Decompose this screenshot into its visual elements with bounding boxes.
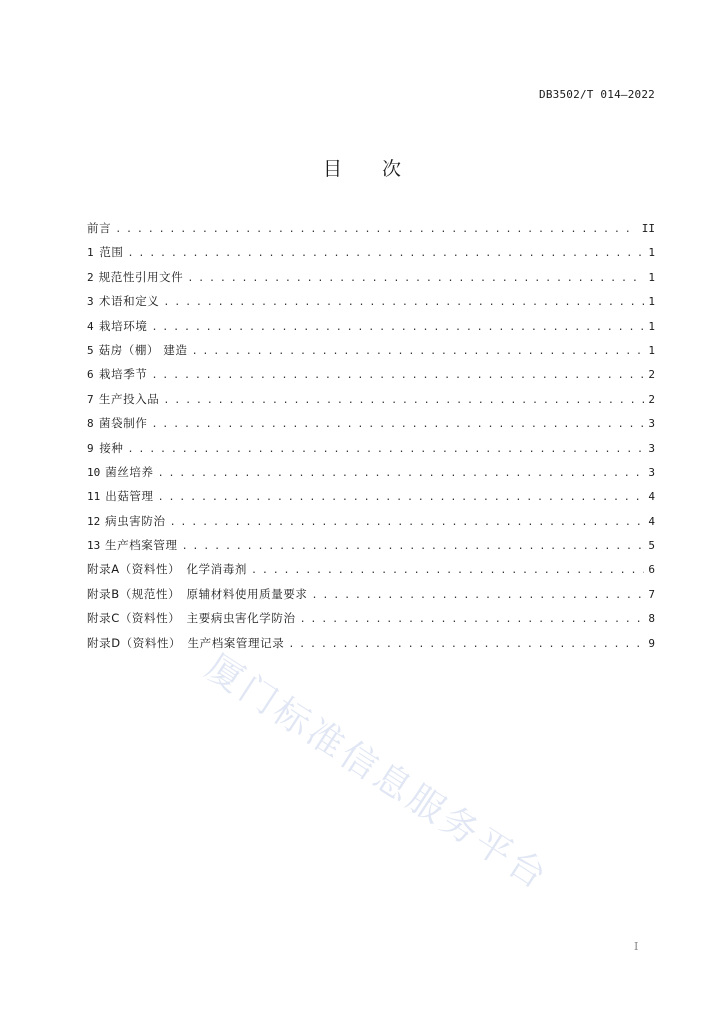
toc-entry-label: 栽培季节: [99, 367, 148, 382]
toc-entry-6[interactable]: [87, 362, 655, 386]
toc-entry-number: 1: [87, 246, 94, 260]
toc-entry-number: 12: [87, 514, 101, 528]
toc-entry-label: 附录B（规范性） 原辅材料使用质量要求: [87, 586, 308, 601]
toc-entry-appendix-a[interactable]: [87, 557, 655, 581]
toc-entry-label: 附录D（资料性） 生产档案管理记录: [87, 635, 285, 650]
toc-entry-number: 8: [87, 417, 94, 431]
toc-leader-dots: [182, 535, 645, 559]
toc-entry-11[interactable]: [87, 484, 655, 508]
toc-entry-page: 8: [648, 612, 655, 626]
toc-entry-page: 9: [648, 636, 655, 650]
toc-entry-foreword[interactable]: [87, 216, 655, 240]
toc-title-char-1: 目: [322, 158, 342, 180]
toc-entry-number: 2: [87, 270, 94, 284]
toc-entry-page: 1: [648, 270, 655, 284]
toc-entry-page: 4: [648, 514, 655, 528]
toc-entry-page: II: [641, 222, 655, 235]
toc-entry-page: 4: [648, 490, 655, 504]
toc-leader-dots: [170, 511, 645, 535]
toc-leader-dots: [128, 242, 645, 266]
toc-leader-dots: [151, 413, 644, 437]
toc-entry-8[interactable]: [87, 411, 655, 435]
toc-leader-dots: [115, 218, 638, 242]
page-number: I: [634, 940, 639, 953]
toc-leader-dots: [192, 340, 645, 364]
toc-entry-2[interactable]: [87, 265, 655, 289]
toc-leader-dots: [158, 486, 645, 510]
toc-leader-dots: [128, 438, 645, 462]
toc-entry-label: 菇房（棚） 建造: [98, 342, 188, 357]
toc-entry-13[interactable]: [87, 533, 655, 557]
toc-entry-label: 前言: [87, 221, 112, 235]
toc-entry-number: 6: [87, 368, 94, 382]
toc-entry-page: 6: [648, 563, 655, 577]
toc-leader-dots: [288, 633, 644, 657]
toc-entry-appendix-d[interactable]: [87, 631, 655, 655]
toc-entry-label: 接种: [99, 440, 124, 455]
watermark: 厦门标准信息服务平台: [198, 646, 557, 899]
toc-entry-number: 11: [87, 490, 101, 504]
toc-entry-label: 栽培环境: [99, 318, 148, 333]
document-code: DB3502/T 014—2022: [539, 88, 655, 101]
toc-entry-label: 附录C（资料性） 主要病虫害化学防治: [87, 611, 296, 626]
toc-entry-label: 范围: [99, 245, 124, 260]
toc-entry-9[interactable]: [87, 436, 655, 460]
toc-leader-dots: [251, 559, 644, 583]
toc-leader-dots: [187, 267, 644, 291]
toc-entry-page: 7: [648, 587, 655, 601]
toc-entry-number: 13: [87, 539, 101, 553]
toc-entry-12[interactable]: [87, 509, 655, 533]
toc-entry-page: 5: [648, 539, 655, 553]
toc-entry-page: 1: [648, 246, 655, 260]
toc-entry-label: 生产投入品: [98, 391, 160, 406]
toc-entry-label: 病虫害防治: [105, 513, 166, 528]
toc-entry-number: 5: [87, 343, 94, 357]
toc-leader-dots: [163, 291, 644, 315]
toc-entry-appendix-c[interactable]: [87, 606, 655, 630]
toc-leader-dots: [163, 389, 644, 413]
toc-entry-appendix-b[interactable]: [87, 582, 655, 606]
toc-entry-3[interactable]: [87, 289, 655, 313]
toc-entry-number: 10: [87, 465, 101, 479]
toc-title: [0, 154, 724, 181]
toc-entry-label: 术语和定义: [98, 294, 160, 309]
toc-entry-5[interactable]: [87, 338, 655, 362]
toc-entry-page: 1: [648, 343, 655, 357]
toc-entry-label: 附录A（资料性） 化学消毒剂: [87, 562, 248, 577]
toc-entry-page: 2: [648, 392, 655, 406]
toc-entry-4[interactable]: [87, 314, 655, 338]
toc-entry-label: 菌丝培养: [105, 464, 154, 479]
toc-leader-dots: [151, 316, 644, 340]
toc-entry-number: 9: [87, 441, 94, 455]
toc-entry-7[interactable]: [87, 387, 655, 411]
toc-entry-number: 3: [87, 295, 94, 309]
toc-title-char-2: 次: [382, 158, 402, 180]
toc-leader-dots: [300, 608, 645, 632]
toc-entry-page: 1: [648, 319, 655, 333]
toc-entry-label: 菌袋制作: [99, 416, 148, 431]
toc-entry-page: 3: [648, 465, 655, 479]
toc-entry-number: 4: [87, 319, 94, 333]
toc-entry-page: 2: [648, 368, 655, 382]
toc-leader-dots: [158, 462, 645, 486]
toc-entry-page: 3: [648, 417, 655, 431]
toc-entry-1[interactable]: [87, 240, 655, 264]
toc-entry-page: 3: [648, 441, 655, 455]
toc-entry-10[interactable]: [87, 460, 655, 484]
toc-leader-dots: [312, 584, 645, 608]
toc-entry-label: 出菇管理: [105, 489, 154, 504]
toc-entry-page: 1: [648, 295, 655, 309]
toc-entry-number: 7: [87, 392, 94, 406]
toc-entry-label: 规范性引用文件: [98, 269, 184, 284]
toc-list: [87, 216, 655, 655]
toc-entry-label: 生产档案管理: [104, 538, 178, 553]
toc-leader-dots: [151, 364, 644, 388]
